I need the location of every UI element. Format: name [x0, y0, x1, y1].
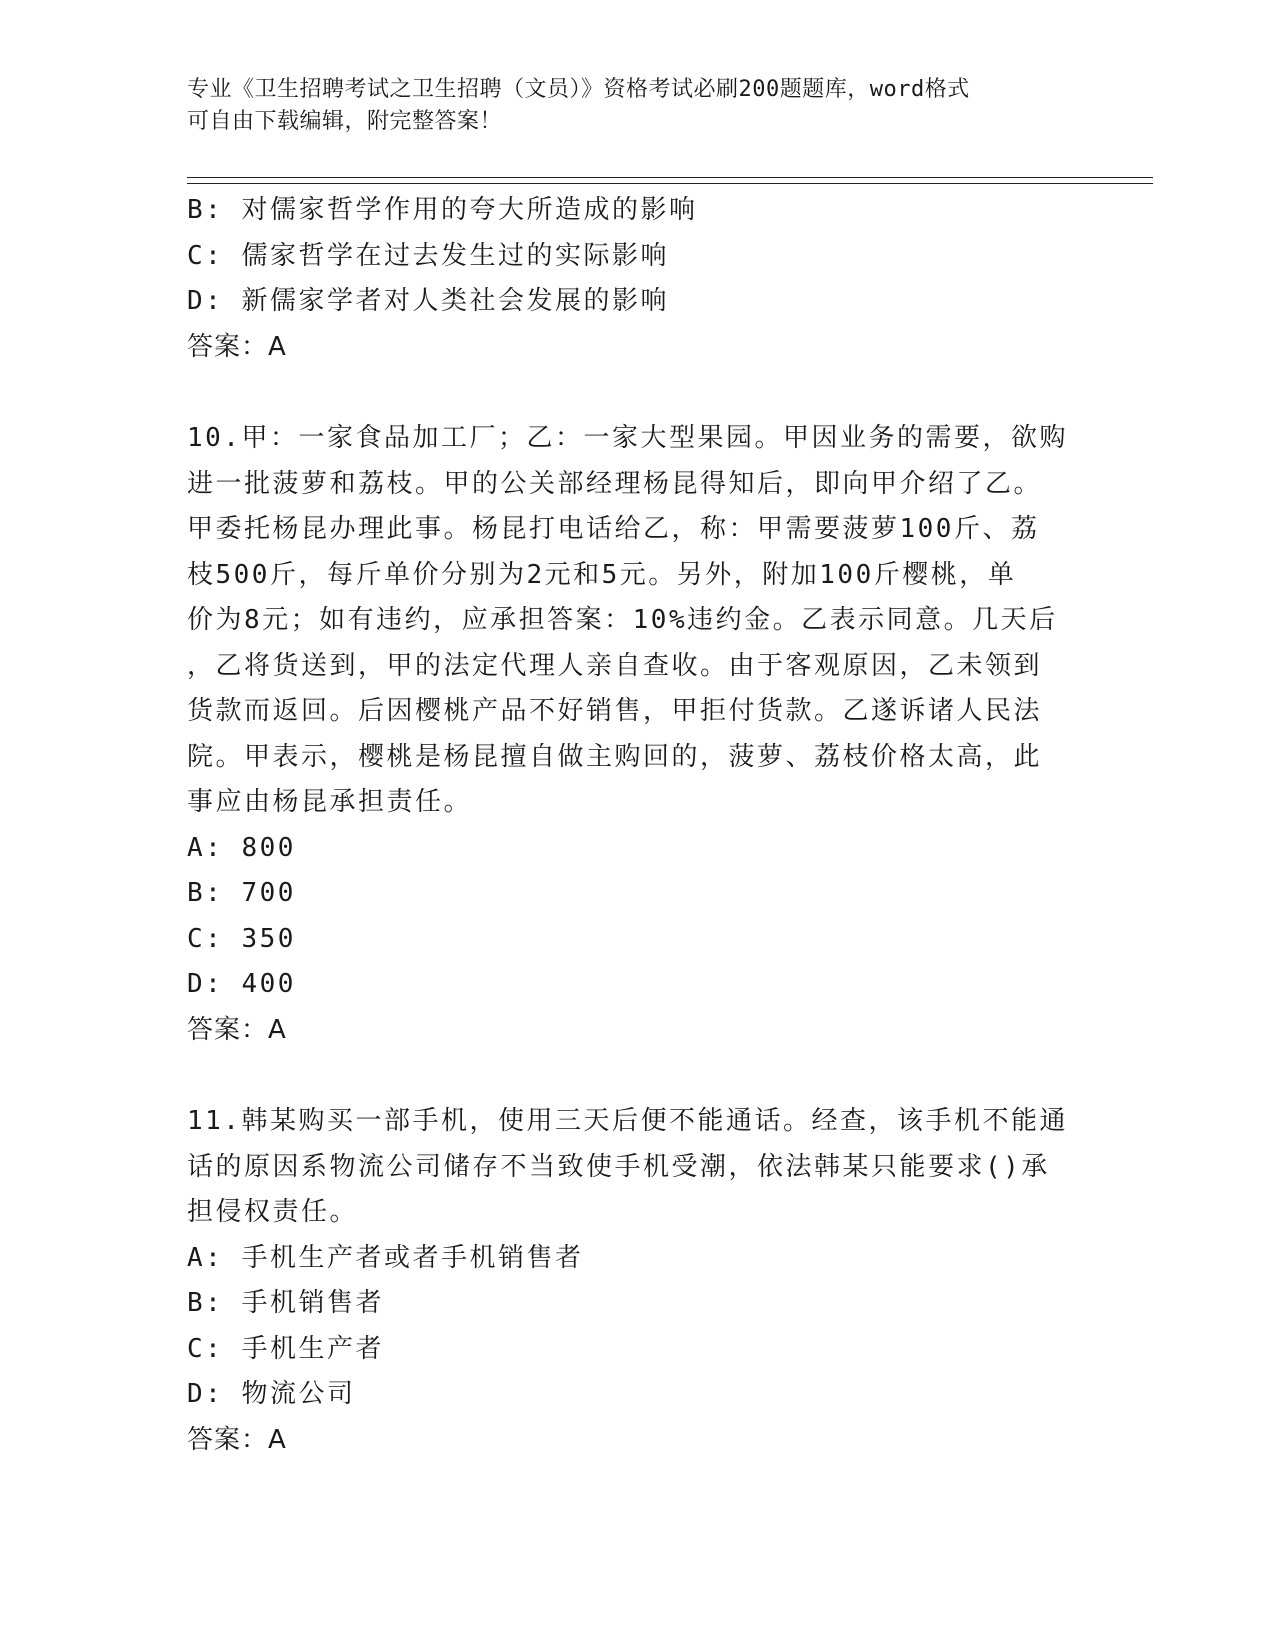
option-a: A: 手机生产者或者手机销售者 — [187, 1242, 584, 1273]
question-10 — [187, 416, 1087, 1053]
stem-line: 甲委托杨昆办理此事。杨昆打电话给乙，称：甲需要菠萝100斤、荔 — [187, 514, 1040, 544]
document-body — [187, 188, 1087, 1463]
option-a: A: 800 — [187, 832, 296, 863]
stem-line: 院。甲表示，樱桃是杨昆擅自做主购回的，菠萝、荔枝价格太高，此 — [187, 741, 1043, 772]
option-d: D: 新儒家学者对人类社会发展的影响 — [187, 286, 669, 316]
question-stem — [187, 1099, 1087, 1236]
document-header — [187, 74, 1067, 138]
option-d: D: 物流公司 — [187, 1379, 356, 1409]
question-stem — [187, 416, 1087, 826]
stem-line: 进一批菠萝和荔枝。甲的公关部经理杨昆得知后，即向甲介绍了乙。 — [187, 468, 1043, 499]
option-c: C: 儒家哲学在过去发生过的实际影响 — [187, 240, 669, 271]
question-11 — [187, 1099, 1087, 1463]
stem-line: 话的原因系物流公司储存不当致使手机受潮，依法韩某只能要求()承 — [187, 1151, 1050, 1182]
answer-line: 答案：A — [187, 1014, 287, 1045]
header-line-1: 专业《卫生招聘考试之卫生招聘（文员）》资格考试必刷200题题库，word格式 — [187, 77, 970, 102]
stem-line: 事应由杨昆承担责任。 — [187, 787, 473, 817]
stem-line: 担侵权责任。 — [187, 1197, 359, 1227]
answer-line: 答案：A — [187, 1424, 287, 1455]
stem-line: 货款而返回。后因樱桃产品不好销售，甲拒付货款。乙遂诉诸人民法 — [187, 696, 1043, 726]
option-d: D: 400 — [187, 969, 296, 999]
stem-line: 枝500斤，每斤单价分别为2元和5元。另外，附加100斤樱桃，单 — [187, 559, 1017, 590]
stem-line: 11.韩某购买一部手机，使用三天后便不能通话。经查，该手机不能通 — [187, 1106, 1068, 1136]
question-spacer — [187, 370, 1087, 416]
option-b: B: 对儒家哲学作用的夸大所造成的影响 — [187, 195, 698, 225]
header-rule-top — [187, 177, 1153, 178]
option-b: B: 手机销售者 — [187, 1288, 384, 1318]
header-line-2: 可自由下载编辑，附完整答案！ — [187, 109, 503, 134]
header-rule-bottom — [187, 183, 1153, 184]
stem-line: ，乙将货送到，甲的法定代理人亲自查收。由于客观原因，乙未领到 — [187, 650, 1043, 681]
answer-line: 答案：A — [187, 331, 287, 362]
stem-line: 价为8元；如有违约，应承担答案：10%违约金。乙表示同意。几天后 — [187, 605, 1058, 635]
question-spacer — [187, 1053, 1087, 1099]
question-9-tail — [187, 188, 1087, 370]
option-c: C: 手机生产者 — [187, 1333, 384, 1364]
option-b: B: 700 — [187, 878, 296, 908]
option-c: C: 350 — [187, 923, 296, 954]
stem-line: 10.甲：一家食品加工厂；乙：一家大型果园。甲因业务的需要，欲购 — [187, 423, 1068, 453]
